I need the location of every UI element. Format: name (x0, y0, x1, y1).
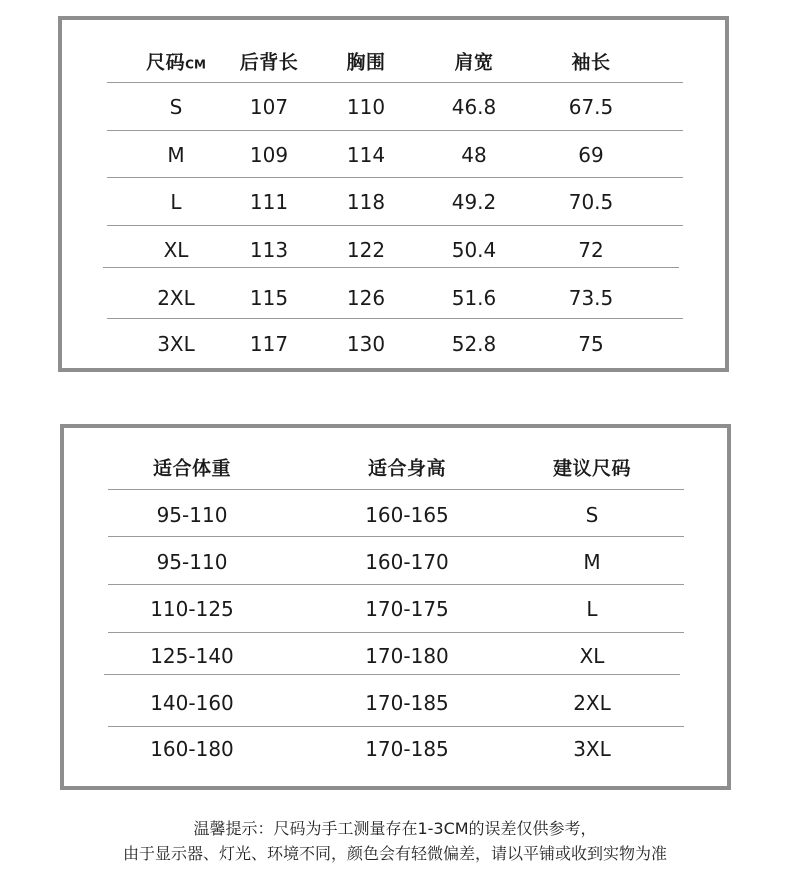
size-cell: 49.2 (451, 190, 497, 214)
row-divider (107, 82, 683, 83)
note-line-1: 温馨提示：尺码为手工测量存在1-3CM的误差仅供参考， (193, 819, 597, 838)
size-header-2 (346, 48, 385, 75)
size-cell: 67.5 (568, 95, 614, 119)
size-header-unit: CM (185, 57, 206, 72)
fit-cell: 95-110 (156, 550, 228, 574)
size-header-label: 袖长 (571, 51, 611, 74)
fit-cell: S (585, 503, 599, 527)
row-divider (107, 318, 683, 319)
size-cell: 72 (578, 238, 604, 262)
size-cell: 110 (346, 95, 386, 119)
fit-cell: 170-180 (365, 644, 449, 668)
fit-cell: 160-180 (150, 737, 234, 761)
size-header-0 (146, 48, 206, 75)
size-cell: M (167, 143, 185, 167)
fit-cell: 2XL (573, 691, 611, 715)
fit-cell: M (583, 550, 601, 574)
fit-cell: 160-170 (365, 550, 449, 574)
size-header-3 (454, 48, 493, 75)
size-cell: 117 (249, 332, 289, 356)
size-cell: 113 (249, 238, 289, 262)
row-divider (107, 177, 683, 178)
size-cell: S (169, 95, 183, 119)
row-divider (108, 726, 684, 727)
row-divider (108, 632, 684, 633)
size-cell: 73.5 (568, 286, 614, 310)
size-header-4 (571, 48, 610, 75)
fit-cell: 170-185 (365, 691, 449, 715)
fit-header-2: 建议尺码 (552, 457, 632, 480)
fit-cell: 140-160 (150, 691, 234, 715)
size-header-label: 后背长 (239, 51, 299, 74)
size-cell: 69 (578, 143, 604, 167)
size-cell: 118 (346, 190, 386, 214)
fit-cell: 125-140 (150, 644, 234, 668)
note-line-2: 由于显示器、灯光、环境不同，颜色会有轻微偏差，请以平铺或收到实物为准 (122, 844, 667, 863)
row-divider (103, 267, 679, 268)
size-chart-panel (58, 16, 729, 372)
size-cell: 130 (346, 332, 386, 356)
row-divider (104, 674, 680, 675)
size-cell: 115 (249, 286, 289, 310)
fit-cell: 110-125 (150, 597, 234, 621)
fit-cell: 3XL (573, 737, 611, 761)
fit-header-0: 适合体重 (152, 457, 232, 480)
size-cell: 2XL (157, 286, 195, 310)
row-divider (108, 584, 684, 585)
fit-header-1: 适合身高 (367, 457, 447, 480)
size-cell: 107 (249, 95, 289, 119)
fit-cell: L (586, 597, 598, 621)
size-cell: 126 (346, 286, 386, 310)
row-divider (108, 536, 684, 537)
fit-cell: 160-165 (365, 503, 449, 527)
size-header-label: 尺码 (146, 51, 186, 74)
size-cell: 51.6 (451, 286, 497, 310)
fit-cell: XL (579, 644, 605, 668)
size-header-1 (240, 48, 299, 75)
size-cell: 75 (578, 332, 604, 356)
row-divider (107, 225, 683, 226)
size-cell: 46.8 (451, 95, 497, 119)
size-cell: 3XL (157, 332, 195, 356)
size-cell: 109 (249, 143, 289, 167)
size-cell: 50.4 (451, 238, 497, 262)
size-header-label: 肩宽 (454, 51, 494, 74)
size-cell: 114 (346, 143, 386, 167)
size-cell: 48 (461, 143, 487, 167)
size-cell: 70.5 (568, 190, 614, 214)
row-divider (107, 130, 683, 131)
fit-cell: 95-110 (156, 503, 228, 527)
size-cell: L (170, 190, 182, 214)
size-cell: XL (163, 238, 189, 262)
fit-cell: 170-175 (365, 597, 449, 621)
size-cell: 111 (249, 190, 289, 214)
size-cell: 52.8 (451, 332, 497, 356)
size-header-label: 胸围 (346, 51, 386, 74)
fit-guide-panel (60, 424, 731, 790)
fit-cell: 170-185 (365, 737, 449, 761)
size-cell: 122 (346, 238, 386, 262)
row-divider (108, 489, 684, 490)
